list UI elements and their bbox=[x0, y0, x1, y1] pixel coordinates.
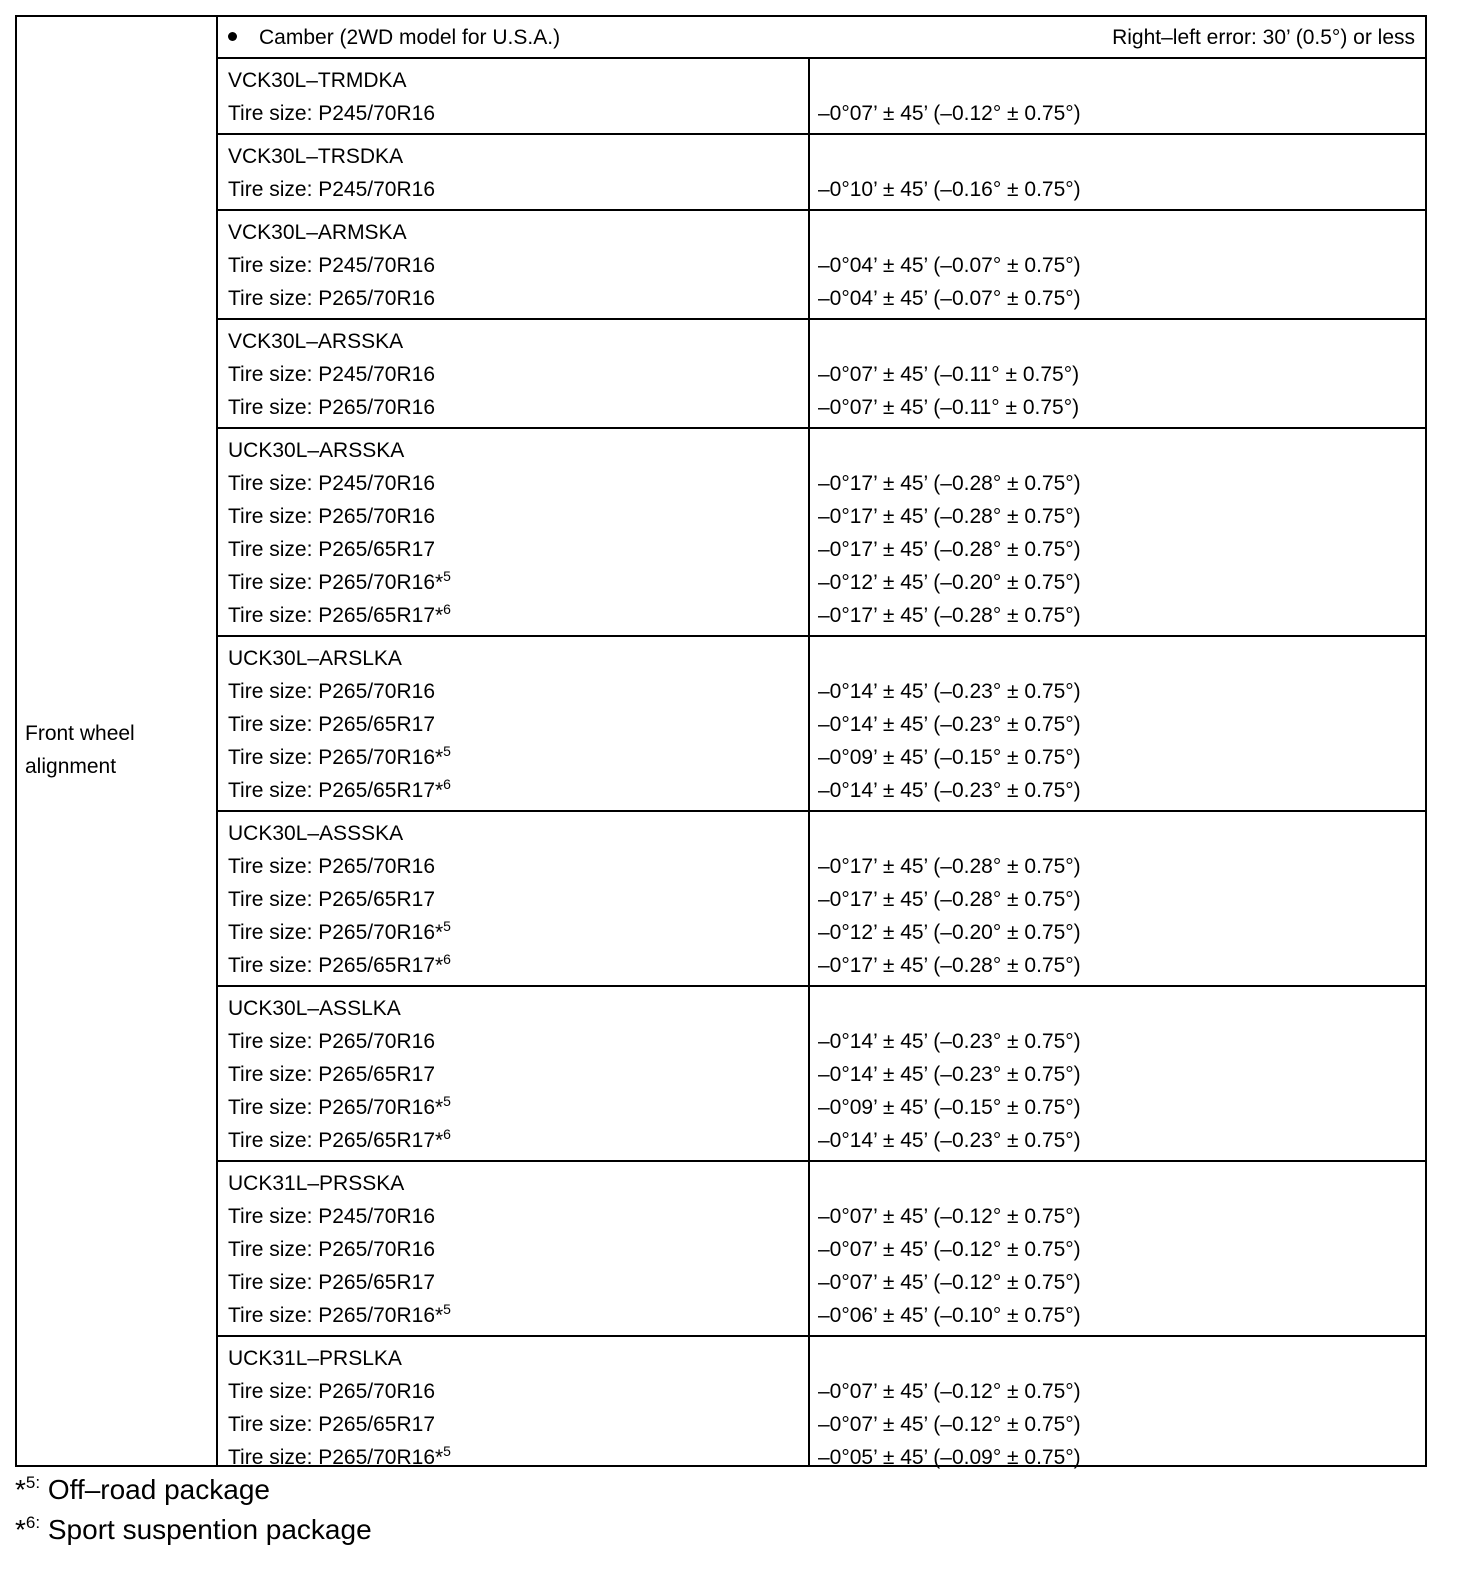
tire-size-text: Tire size: P245/70R16 bbox=[228, 363, 435, 386]
tire-size bbox=[228, 708, 435, 741]
tire-size-text: Tire size: P265/65R17 bbox=[228, 1413, 435, 1436]
camber-value: –0°07’ ± 45’ (–0.11° ± 0.75°) bbox=[818, 363, 1080, 386]
tire-size-text: Tire size: P265/70R16* bbox=[228, 1096, 444, 1119]
row-label-line: alignment bbox=[25, 755, 117, 778]
tire-size bbox=[228, 774, 451, 807]
tire-size-text: Tire size: P245/70R16 bbox=[228, 472, 435, 495]
tire-size bbox=[228, 249, 435, 282]
tire-size-text: Tire size: P265/70R16 bbox=[228, 680, 435, 703]
tire-size-text: Tire size: P245/70R16 bbox=[228, 178, 435, 201]
footnote-marker: 6 bbox=[443, 601, 451, 617]
tire-size-text: Tire size: P265/65R17 bbox=[228, 1063, 435, 1086]
tire-size bbox=[228, 675, 435, 708]
column-divider bbox=[808, 59, 810, 133]
camber-value: –0°04’ ± 45’ (–0.07° ± 0.75°) bbox=[818, 287, 1081, 310]
footnote bbox=[15, 1474, 270, 1506]
camber-value: –0°06’ ± 45’ (–0.10° ± 0.75°) bbox=[818, 1304, 1081, 1327]
model-group bbox=[218, 1162, 1425, 1337]
model-group bbox=[218, 429, 1425, 637]
footnote-marker: 5 bbox=[443, 1301, 451, 1317]
model-code: UCK31L–PRSLKA bbox=[228, 1347, 402, 1370]
tire-size bbox=[228, 883, 435, 916]
tire-size-text: Tire size: P265/70R16 bbox=[228, 505, 435, 528]
tire-size bbox=[228, 1375, 435, 1408]
tire-size bbox=[228, 1124, 451, 1157]
model-group bbox=[218, 59, 1425, 135]
camber-value: –0°07’ ± 45’ (–0.12° ± 0.75°) bbox=[818, 1380, 1081, 1403]
camber-value: –0°17’ ± 45’ (–0.28° ± 0.75°) bbox=[818, 604, 1081, 627]
camber-value: –0°14’ ± 45’ (–0.23° ± 0.75°) bbox=[818, 680, 1081, 703]
tire-size bbox=[228, 533, 435, 566]
tire-size bbox=[228, 741, 451, 774]
footnote-marker: 6 bbox=[443, 951, 451, 967]
column-divider bbox=[808, 987, 810, 1160]
column-divider bbox=[808, 429, 810, 635]
tire-size bbox=[228, 282, 435, 315]
camber-value: –0°17’ ± 45’ (–0.28° ± 0.75°) bbox=[818, 888, 1081, 911]
tire-size-text: Tire size: P265/65R17 bbox=[228, 888, 435, 911]
model-code: VCK30L–TRMDKA bbox=[228, 69, 407, 92]
tire-size bbox=[228, 97, 435, 130]
header-title bbox=[228, 26, 560, 50]
camber-value: –0°14’ ± 45’ (–0.23° ± 0.75°) bbox=[818, 1030, 1081, 1053]
tire-size bbox=[228, 1299, 451, 1332]
footnote-asterisk: * bbox=[15, 1514, 26, 1545]
table-header-row bbox=[218, 17, 1425, 59]
tire-size bbox=[228, 949, 451, 982]
model-group bbox=[218, 320, 1425, 429]
camber-value: –0°17’ ± 45’ (–0.28° ± 0.75°) bbox=[818, 954, 1081, 977]
camber-value: –0°14’ ± 45’ (–0.23° ± 0.75°) bbox=[818, 1063, 1081, 1086]
tire-size bbox=[228, 467, 435, 500]
tire-size-text: Tire size: P265/65R17* bbox=[228, 604, 444, 627]
column-divider bbox=[808, 1337, 810, 1465]
tire-size bbox=[228, 173, 435, 206]
spec-table bbox=[15, 15, 1427, 1467]
tire-size-text: Tire size: P245/70R16 bbox=[228, 1205, 435, 1228]
header-title-text: Camber (2WD model for U.S.A.) bbox=[259, 26, 561, 49]
tire-size-text: Tire size: P265/65R17 bbox=[228, 538, 435, 561]
tire-size bbox=[228, 566, 451, 599]
tire-size-text: Tire size: P245/70R16 bbox=[228, 254, 435, 277]
tire-size-text: Tire size: P265/70R16* bbox=[228, 746, 444, 769]
column-divider bbox=[808, 211, 810, 318]
model-code: UCK30L–ASSSKA bbox=[228, 822, 404, 845]
camber-value: –0°05’ ± 45’ (–0.09° ± 0.75°) bbox=[818, 1446, 1081, 1469]
camber-value: –0°12’ ± 45’ (–0.20° ± 0.75°) bbox=[818, 571, 1081, 594]
tire-size-text: Tire size: P265/70R16* bbox=[228, 1304, 444, 1327]
tire-size-text: Tire size: P265/70R16 bbox=[228, 855, 435, 878]
tire-size bbox=[228, 1266, 435, 1299]
tire-size bbox=[228, 599, 451, 632]
camber-value: –0°07’ ± 45’ (–0.11° ± 0.75°) bbox=[818, 396, 1080, 419]
footnote-number: 5: bbox=[25, 1473, 41, 1492]
tire-size bbox=[228, 1441, 451, 1474]
camber-value: –0°17’ ± 45’ (–0.28° ± 0.75°) bbox=[818, 538, 1081, 561]
row-label bbox=[25, 717, 135, 783]
footnote-asterisk: * bbox=[15, 1474, 26, 1505]
footnote-marker: 5 bbox=[443, 568, 451, 584]
column-divider bbox=[808, 812, 810, 985]
tire-size bbox=[228, 850, 435, 883]
column-divider bbox=[808, 320, 810, 427]
tire-size bbox=[228, 358, 435, 391]
camber-value: –0°17’ ± 45’ (–0.28° ± 0.75°) bbox=[818, 505, 1081, 528]
camber-spec-area bbox=[218, 17, 1425, 1469]
tire-size bbox=[228, 1025, 435, 1058]
tire-size-text: Tire size: P265/65R17 bbox=[228, 713, 435, 736]
tire-size-text: Tire size: P265/65R17* bbox=[228, 1129, 444, 1152]
camber-value: –0°04’ ± 45’ (–0.07° ± 0.75°) bbox=[818, 254, 1081, 277]
model-code: UCK30L–ARSSKA bbox=[228, 439, 405, 462]
tire-size-text: Tire size: P265/70R16 bbox=[228, 1030, 435, 1053]
camber-value: –0°09’ ± 45’ (–0.15° ± 0.75°) bbox=[818, 746, 1081, 769]
tire-size bbox=[228, 1233, 435, 1266]
camber-value: –0°14’ ± 45’ (–0.23° ± 0.75°) bbox=[818, 1129, 1081, 1152]
column-divider bbox=[808, 1162, 810, 1335]
footnote-marker: 5 bbox=[443, 1093, 451, 1109]
model-group bbox=[218, 135, 1425, 211]
footnote bbox=[15, 1514, 372, 1546]
model-code: VCK30L–TRSDKA bbox=[228, 145, 404, 168]
tire-size-text: Tire size: P265/70R16 bbox=[228, 1238, 435, 1261]
tire-size bbox=[228, 1200, 435, 1233]
footnote-number: 6: bbox=[25, 1513, 41, 1532]
tire-size bbox=[228, 916, 451, 949]
footnote-text: Sport suspention package bbox=[40, 1514, 372, 1545]
camber-value: –0°14’ ± 45’ (–0.23° ± 0.75°) bbox=[818, 713, 1081, 736]
tire-size bbox=[228, 391, 435, 424]
tire-size-text: Tire size: P265/65R17* bbox=[228, 779, 444, 802]
model-group bbox=[218, 987, 1425, 1162]
camber-value: –0°17’ ± 45’ (–0.28° ± 0.75°) bbox=[818, 855, 1081, 878]
camber-value: –0°07’ ± 45’ (–0.12° ± 0.75°) bbox=[818, 1238, 1081, 1261]
tire-size-text: Tire size: P265/70R16 bbox=[228, 1380, 435, 1403]
tire-size-text: Tire size: P265/70R16* bbox=[228, 1446, 444, 1469]
camber-value: –0°12’ ± 45’ (–0.20° ± 0.75°) bbox=[818, 921, 1081, 944]
tire-size-text: Tire size: P265/65R17 bbox=[228, 1271, 435, 1294]
tire-size bbox=[228, 500, 435, 533]
footnote-text: Off–road package bbox=[40, 1474, 270, 1505]
tire-size bbox=[228, 1091, 451, 1124]
tire-size-text: Tire size: P245/70R16 bbox=[228, 102, 435, 125]
tire-size-text: Tire size: P265/70R16* bbox=[228, 571, 444, 594]
footnote-marker: 5 bbox=[443, 918, 451, 934]
camber-value: –0°14’ ± 45’ (–0.23° ± 0.75°) bbox=[818, 779, 1081, 802]
model-code: UCK30L–ARSLKA bbox=[228, 647, 402, 670]
footnote-marker: 5 bbox=[443, 1443, 451, 1459]
header-tolerance: Right–left error: 30’ (0.5°) or less bbox=[1112, 26, 1415, 49]
column-divider bbox=[808, 135, 810, 209]
tire-size-text: Tire size: P265/70R16 bbox=[228, 287, 435, 310]
tire-size-text: Tire size: P265/70R16* bbox=[228, 921, 444, 944]
camber-value: –0°10’ ± 45’ (–0.16° ± 0.75°) bbox=[818, 178, 1081, 201]
model-group bbox=[218, 211, 1425, 320]
model-code: UCK31L–PRSSKA bbox=[228, 1172, 405, 1195]
column-divider bbox=[808, 637, 810, 810]
camber-value: –0°07’ ± 45’ (–0.12° ± 0.75°) bbox=[818, 1271, 1081, 1294]
camber-value: –0°17’ ± 45’ (–0.28° ± 0.75°) bbox=[818, 472, 1081, 495]
row-label-line: Front wheel bbox=[25, 722, 135, 745]
footnote-marker: 6 bbox=[443, 1126, 451, 1142]
model-group bbox=[218, 637, 1425, 812]
model-code: VCK30L–ARMSKA bbox=[228, 221, 407, 244]
footnote-marker: 6 bbox=[443, 776, 451, 792]
camber-value: –0°07’ ± 45’ (–0.12° ± 0.75°) bbox=[818, 1205, 1081, 1228]
model-group bbox=[218, 812, 1425, 987]
tire-size-text: Tire size: P265/70R16 bbox=[228, 396, 435, 419]
footnote-marker: 5 bbox=[443, 743, 451, 759]
row-label-cell bbox=[17, 17, 218, 1465]
camber-value: –0°07’ ± 45’ (–0.12° ± 0.75°) bbox=[818, 102, 1081, 125]
tire-size bbox=[228, 1058, 435, 1091]
model-code: VCK30L–ARSSKA bbox=[228, 330, 404, 353]
camber-value: –0°09’ ± 45’ (–0.15° ± 0.75°) bbox=[818, 1096, 1081, 1119]
bullet-icon bbox=[228, 32, 237, 41]
camber-value: –0°07’ ± 45’ (–0.12° ± 0.75°) bbox=[818, 1413, 1081, 1436]
tire-size bbox=[228, 1408, 435, 1441]
model-group bbox=[218, 1337, 1425, 1469]
model-code: UCK30L–ASSLKA bbox=[228, 997, 401, 1020]
tire-size-text: Tire size: P265/65R17* bbox=[228, 954, 444, 977]
